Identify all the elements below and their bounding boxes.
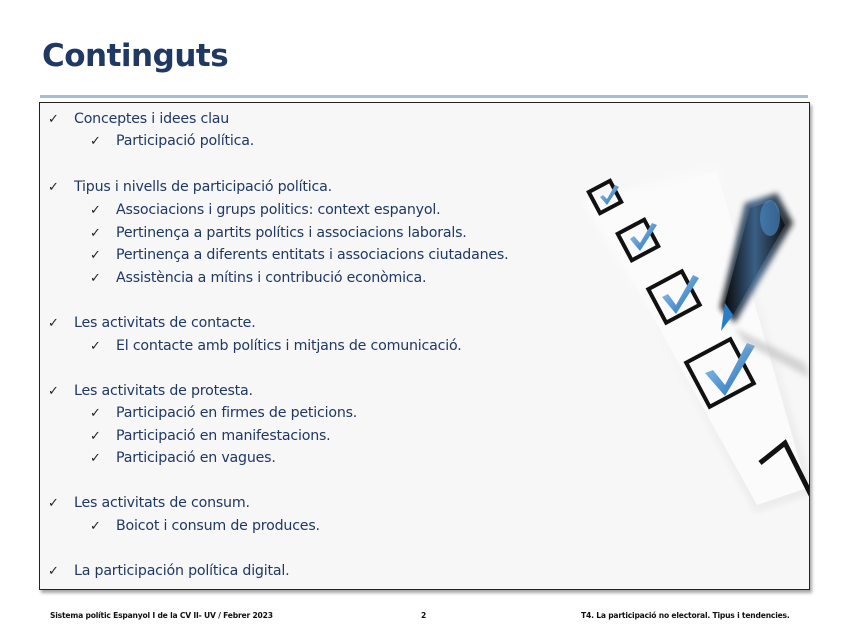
sub-bullet-item [90,270,426,286]
bullet-item [48,495,250,511]
footer-right: T4. La participació no electoral. Tipus i tendencies. [581,611,790,620]
checkmark-icon: ✓ [48,112,59,127]
bullet-text: Participació política. [116,133,255,149]
sub-bullet-item [90,518,320,534]
title-divider [40,95,808,98]
bullet-text: Les activitats de contacte. [74,315,256,331]
content-box [39,102,810,590]
bullet-item [48,563,289,579]
bullet-text: Les activitats de protesta. [74,383,253,399]
sub-bullet-item [90,225,467,241]
checkmark-icon: ✓ [90,406,101,421]
bullet-text: Assistència a mítins i contribució econòmica. [116,270,427,286]
bullet-text: Conceptes i idees clau [74,111,230,127]
checkmark-icon: ✓ [90,248,101,263]
bullet-item [48,315,256,331]
checkmark-icon: ✓ [48,316,59,331]
slide-title: Continguts [42,38,229,74]
checkmark-icon: ✓ [48,496,59,511]
bullet-text: Pertinença a partits polítics i associacions laborals. [116,225,467,241]
bullet-text: El contacte amb polítics i mitjans de comunicació. [116,338,462,354]
bullet-text: Participació en manifestacions. [116,428,331,444]
bullet-text: Associacions i grups politics: context espanyol. [116,202,441,218]
bullet-text: La participación política digital. [74,563,290,579]
sub-bullet-item [90,428,331,444]
checkmark-icon: ✓ [90,429,101,444]
checkmark-icon: ✓ [48,180,59,195]
footer-left: Sistema polític Espanyol I de la CV II- UV / Febrer 2023 [50,611,273,620]
bullet-text: Tipus i nivells de participació política. [74,179,332,195]
bullet-item [48,179,332,195]
bullet-text: Participació en vagues. [116,450,276,466]
bullet-text: Boicot i consum de produces. [116,518,320,534]
checklist-pen-icon [545,163,810,563]
bullet-text: Les activitats de consum. [74,495,250,511]
bullet-text: Participació en firmes de peticions. [116,405,358,421]
sub-bullet-item [90,202,440,218]
bullet-text: Pertinença a diferents entitats i associacions ciutadanes. [116,247,509,263]
sub-bullet-item [90,247,508,263]
checkmark-icon: ✓ [90,519,101,534]
checkmark-icon: ✓ [90,203,101,218]
checkmark-icon: ✓ [90,451,101,466]
checkmark-icon: ✓ [90,271,101,286]
checkmark-icon: ✓ [90,339,101,354]
bullet-item [48,383,253,399]
sub-bullet-item [90,133,254,149]
sub-bullet-item [90,405,357,421]
footer-page-number: 2 [421,611,427,620]
sub-bullet-item [90,450,276,466]
sub-bullet-item [90,338,462,354]
bullet-item [48,111,229,127]
checkmark-icon: ✓ [90,134,101,149]
checkmark-icon: ✓ [48,384,59,399]
checkmark-icon: ✓ [48,564,59,579]
checkmark-icon: ✓ [90,226,101,241]
